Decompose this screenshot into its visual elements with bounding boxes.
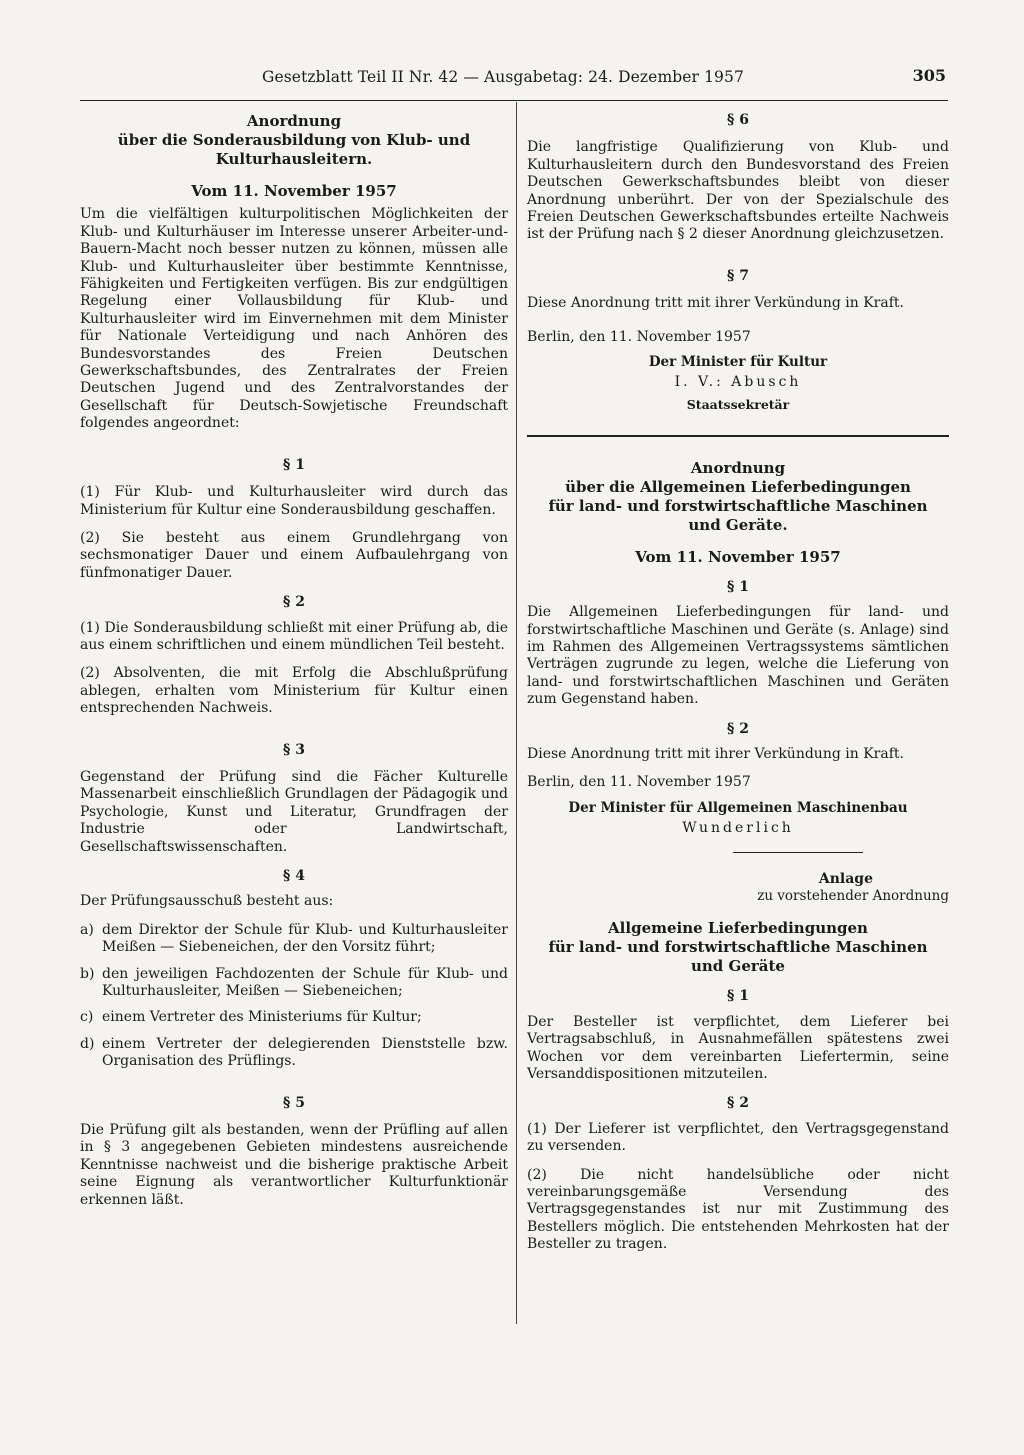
list-item: c) einem Vertreter des Ministeriums für Kultur; xyxy=(80,1009,422,1026)
section-4-heading: § 4 xyxy=(283,868,305,884)
section-7-para-1: Diese Anordnung tritt mit ihrer Verkündung in Kraft. xyxy=(527,295,904,312)
ordinance-title-1: Anordnung über die Sonderausbildung von Klub- und Kulturhausleitern. xyxy=(117,112,471,168)
a-section-2-heading: § 2 xyxy=(727,1095,749,1112)
section-3-para-1: Gegenstand der Prüfung sind die Fächer Kulturelle Massenarbeit einschließlich Grundlagen der Pädagogik und Psychologie, Kunst und Literatur, Grundfragen der Industrie oder Landwirtschaft, Gesellschaftswissenschaften. xyxy=(80,768,508,855)
section-5-para-1: Die Prüfung gilt als bestanden, wenn der Prüfling auf allen in § 3 angegebenen Gebieten mindestens ausreichende Kenntnisse nachweist und die bisherige praktische Arbeit seine Eignung als verantwortlicher Kulturfunktionär erkennen läßt. xyxy=(80,1122,508,1208)
column-divider xyxy=(516,102,517,1324)
signer-1: Der Minister für Kultur xyxy=(648,354,828,371)
a-section-1-para-1: Der Besteller ist verpflichtet, dem Lieferer bei Vertragsabschluß, in Ausnahmefällen spätestens zwei Wochen vor dem vereinbarten Liefertermin, seine Versanddispositionen mitzuteilen. xyxy=(527,1013,949,1082)
place-date-1: Berlin, den 11. November 1957 xyxy=(527,328,751,345)
page-header xyxy=(80,66,946,94)
short-rule xyxy=(733,852,863,853)
a-section-1-heading: § 1 xyxy=(727,988,749,1005)
section-4-intro: Der Prüfungsausschuß besteht aus: xyxy=(80,893,334,910)
b-section-1-heading: § 1 xyxy=(727,578,749,595)
page-number: 305 xyxy=(912,66,946,85)
ordinance-title-2: Anordnung über die Allgemeinen Lieferbedingungen für land- und forstwirtschaftliche Maschinen und Geräte. xyxy=(548,459,928,535)
ordinance-date-2: Vom 11. November 1957 xyxy=(635,548,841,567)
list-item: b) den jeweiligen Fachdozenten der Schule für Klub- und Kulturhausleiter, Meißen — Siebeneichen; xyxy=(80,965,508,1000)
committee-list xyxy=(80,922,508,1071)
b-section-1-para-1: Die Allgemeinen Lieferbedingungen für land- und forstwirtschaftliche Maschinen und Geräte (s. Anlage) sind im Rahmen des Allgemeinen Vertragssystems sämtlichen Verträgen zugrunde zu legen, welche die Lieferung von land- und forstwirtschaftlichen Maschinen und Geräten zum Gegenstand haben. xyxy=(527,604,949,708)
b-section-2-heading: § 2 xyxy=(727,720,749,737)
section-6-heading: § 6 xyxy=(727,112,749,128)
a-section-2-para-2: (2) Die nicht handelsübliche oder nicht vereinbarungsgemäße Versendung des Vertragsgegenstandes ist nur mit Zustimmung des Bestellers möglich. Die entstehenden Mehrkosten hat der Besteller zu tragen. xyxy=(527,1166,949,1253)
section-1-para-2: (2) Sie besteht aus einem Grundlehrgang von sechsmonatiger Dauer und einem Aufbaulehrgang von fünfmonatiger Dauer. xyxy=(80,529,508,581)
a-section-2-para-1: (1) Der Lieferer ist verpflichtet, den Vertragsgegenstand zu versenden. xyxy=(527,1120,949,1155)
section-1-heading: § 1 xyxy=(283,456,305,473)
right-column xyxy=(527,112,949,1265)
ordinance-separator xyxy=(527,435,949,437)
preamble: Um die vielfältigen kulturpolitischen Möglichkeiten der Klub- und Kulturhäuser im Interesse unserer Arbeiter-und-Bauern-Macht noch besser nutzen zu können, müssen alle Klub- und Kulturhausleiter über bestimmte Kenntnisse, Fähigkeiten und Fertigkeiten verfügen. Bis zur endgültigen Regelung einer Vollausbildung für Klub- und Kulturhausleiter wird im Einvernehmen mit dem Minister für Nationale Verteidigung und nach Anhören des Bundesvorstandes des Freien Deutschen Gewerkschaftsbundes, des Zentralrates der Freien Deutschen Jugend und des Zentralvorstandes der Gesellschaft für Deutsch-Sowjetische Freundschaft folgendes angeordnet: xyxy=(80,206,508,432)
annex-title: Anlage xyxy=(818,870,873,887)
signer-2-name: Wunderlich xyxy=(682,820,794,837)
section-2-para-1: (1) Die Sonderausbildung schließt mit einer Prüfung ab, die aus einem schriftlichen und einem mündlichen Teil besteht. xyxy=(80,619,508,653)
signer-1-name: I. V.: Abusch xyxy=(674,374,802,391)
section-1-para-1: (1) Für Klub- und Kulturhausleiter wird durch das Ministerium für Kultur eine Sonderausbildung geschaffen. xyxy=(80,484,508,518)
left-column xyxy=(80,112,508,1220)
signer-2: Der Minister für Allgemeinen Maschinenbau xyxy=(568,799,908,816)
section-2-heading: § 2 xyxy=(283,594,305,611)
list-item: a) dem Direktor der Schule für Klub- und Kulturhausleiter Meißen — Siebeneichen, der den Vorsitz führt; xyxy=(80,921,508,956)
annex-subtitle: zu vorstehender Anordnung xyxy=(757,887,949,904)
section-6-para-1: Die langfristige Qualifizierung von Klub- und Kulturhausleitern durch den Bundesvorstand des Freien Deutschen Gewerkschaftsbundes bleibt von dieser Anordnung unberührt. Der von der Spezialschule des Freien Deutschen Gewerkschaftsbundes erteilte Nachweis ist der Prüfung nach § 2 dieser Anordnung gleichzusetzen. xyxy=(527,139,949,243)
signer-1-title: Staatssekretär xyxy=(686,396,790,412)
annex-heading: Allgemeine Lieferbedingungen für land- und forstwirtschaftliche Maschinen und Geräte xyxy=(548,919,928,976)
gazette-title: Gesetzblatt Teil II Nr. 42 — Ausgabetag: 24. Dezember 1957 xyxy=(262,68,744,86)
section-7-heading: § 7 xyxy=(727,267,749,284)
list-item: d) einem Vertreter der delegierenden Dienststelle bzw. Organisation des Prüflings. xyxy=(80,1035,508,1070)
header-rule xyxy=(80,100,948,101)
b-section-2-para-1: Diese Anordnung tritt mit ihrer Verkündung in Kraft. xyxy=(527,745,904,762)
section-3-heading: § 3 xyxy=(283,741,305,758)
ordinance-date-1: Vom 11. November 1957 xyxy=(191,182,397,200)
section-2-para-2: (2) Absolventen, die mit Erfolg die Abschlußprüfung ablegen, erhalten vom Ministerium für Kultur einen entsprechenden Nachweis. xyxy=(80,665,508,717)
place-date-2: Berlin, den 11. November 1957 xyxy=(527,774,751,791)
section-5-heading: § 5 xyxy=(283,1094,305,1111)
